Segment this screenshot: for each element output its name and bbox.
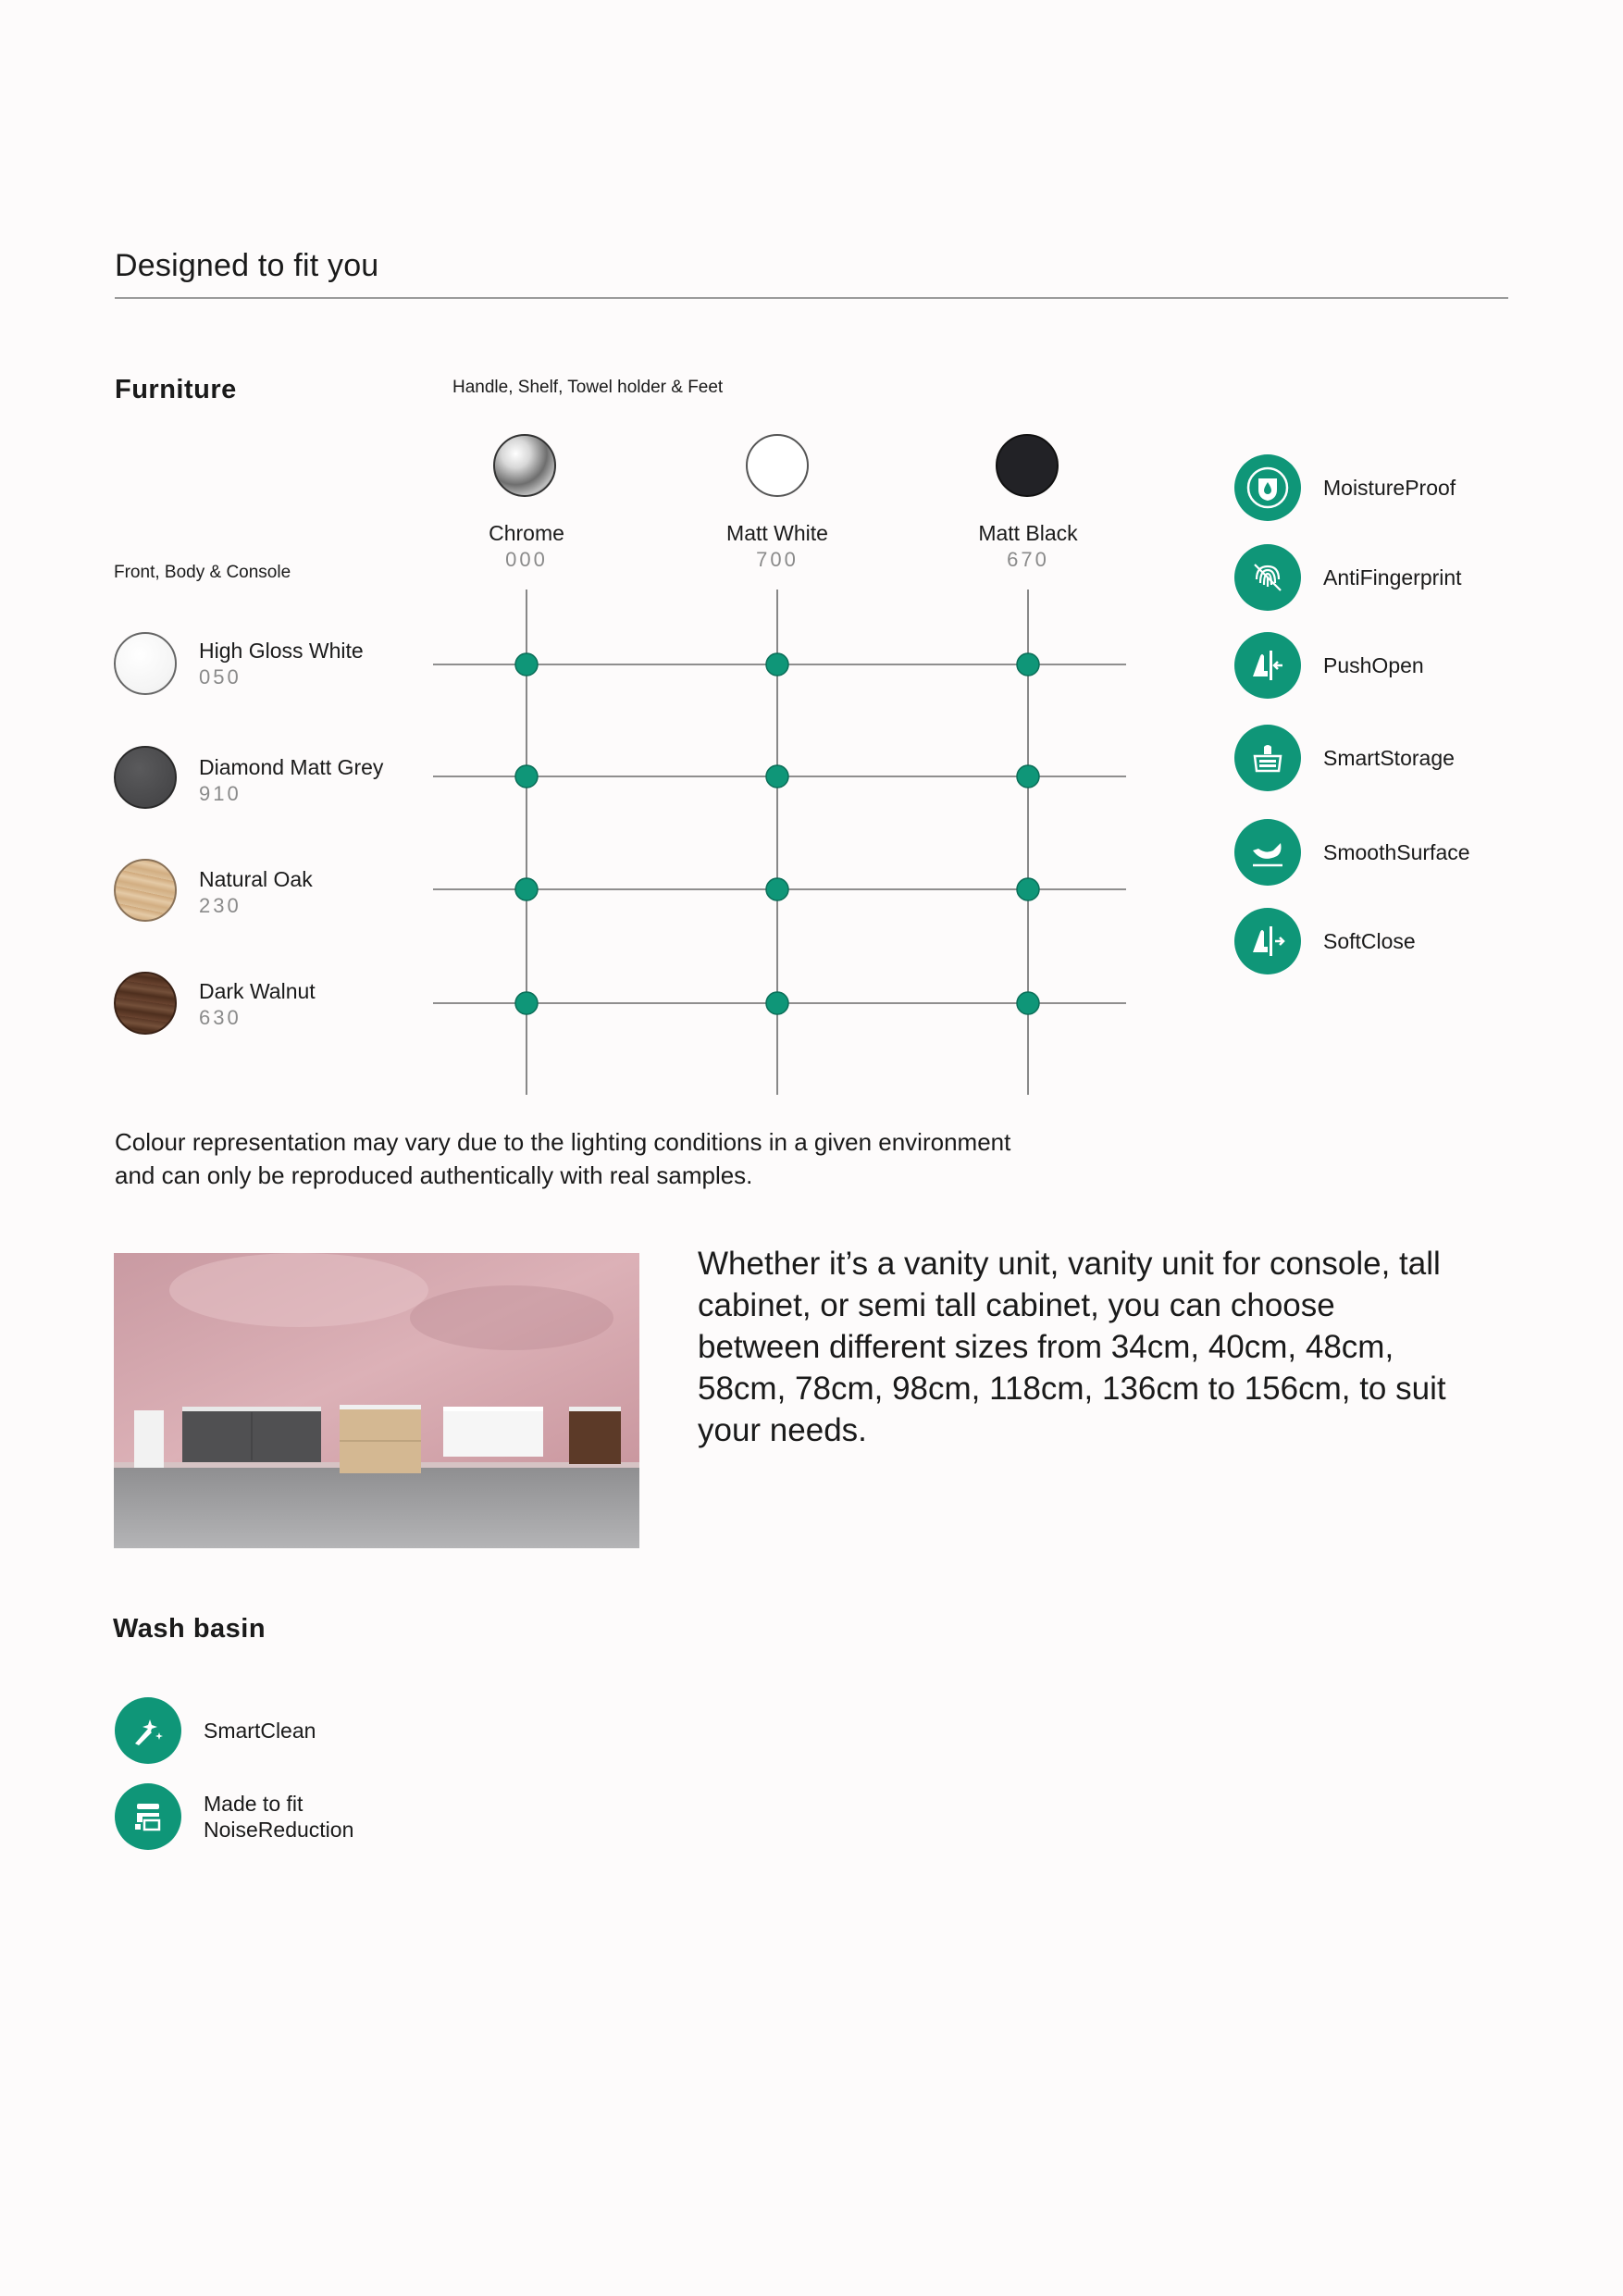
smart-clean-icon bbox=[115, 1697, 181, 1764]
push-open-icon bbox=[1234, 632, 1301, 699]
feature-label: SmartClean bbox=[204, 1719, 316, 1743]
finish-code: 670 bbox=[1007, 548, 1049, 571]
feature-label: MoistureProof bbox=[1323, 476, 1456, 500]
swatch-dark-walnut bbox=[114, 972, 177, 1035]
sizes-description: Whether it’s a vanity unit, vanity unit for console, tall cabinet, or semi tall cabinet, you can choose between different sizes from 34cm, 40cm, 48cm, 58cm, 78cm, 98cm, 118cm, 136cm to 156cm, to suit your needs. bbox=[698, 1246, 1446, 1448]
grid-dot bbox=[515, 653, 538, 676]
finish-chrome bbox=[425, 521, 628, 572]
soft-close-icon bbox=[1234, 908, 1301, 974]
anti-fingerprint-icon bbox=[1234, 544, 1301, 611]
page-title: Designed to fit you bbox=[115, 248, 379, 283]
colour-note bbox=[115, 1125, 1040, 1192]
grid-dot bbox=[766, 653, 788, 676]
colour-note-line-2: and can only be reproduced authentically with real samples. bbox=[115, 1161, 753, 1189]
swatch-matt-white bbox=[746, 434, 809, 497]
grid-dot bbox=[766, 992, 788, 1014]
grid-dot bbox=[515, 765, 538, 788]
moisture-proof-icon bbox=[1234, 454, 1301, 521]
furniture-heading: Furniture bbox=[115, 375, 237, 404]
material-natural-oak bbox=[199, 867, 313, 918]
material-name: Dark Walnut bbox=[199, 979, 316, 1003]
grid-dot bbox=[515, 992, 538, 1014]
feature-push-open bbox=[1234, 632, 1424, 699]
smooth-surface-icon bbox=[1234, 819, 1301, 886]
smart-storage-icon bbox=[1234, 725, 1301, 791]
feature-smart-storage bbox=[1234, 725, 1455, 791]
material-code: 230 bbox=[199, 894, 242, 917]
finish-name: Matt White bbox=[726, 521, 828, 545]
swatch-diamond-matt-grey bbox=[114, 746, 177, 809]
feature-anti-fingerprint bbox=[1234, 544, 1462, 611]
feature-label: SmoothSurface bbox=[1323, 840, 1470, 864]
material-dark-walnut bbox=[199, 979, 316, 1030]
feature-label: AntiFingerprint bbox=[1323, 565, 1462, 590]
grid-dot bbox=[1017, 992, 1039, 1014]
swatch-matt-black bbox=[996, 434, 1059, 497]
feature-label: Made to fit bbox=[204, 1792, 304, 1816]
handle-shelf-label: Handle, Shelf, Towel holder & Feet bbox=[452, 378, 724, 397]
grid-dot bbox=[1017, 653, 1039, 676]
grid-dot bbox=[515, 878, 538, 900]
swatch-chrome bbox=[493, 434, 556, 497]
material-diamond-matt-grey bbox=[199, 755, 383, 806]
feature-label: PushOpen bbox=[1323, 653, 1424, 677]
feature-smart-clean bbox=[115, 1697, 316, 1764]
swatch-natural-oak bbox=[114, 859, 177, 922]
material-name: High Gloss White bbox=[199, 639, 364, 663]
feature-soft-close bbox=[1234, 908, 1416, 974]
grid-dot bbox=[1017, 765, 1039, 788]
feature-label-2: NoiseReduction bbox=[204, 1818, 354, 1842]
front-body-label: Front, Body & Console bbox=[114, 563, 291, 582]
feature-noise-reduction bbox=[115, 1783, 353, 1850]
title-divider bbox=[115, 297, 1508, 299]
feature-smooth-surface bbox=[1234, 819, 1470, 886]
product-photo bbox=[114, 1253, 639, 1548]
feature-label: SoftClose bbox=[1323, 929, 1416, 953]
grid-dot bbox=[766, 878, 788, 900]
finish-code: 700 bbox=[756, 548, 799, 571]
finish-matt-white bbox=[675, 521, 879, 572]
grid-dot bbox=[766, 765, 788, 788]
material-code: 630 bbox=[199, 1006, 242, 1029]
material-name: Diamond Matt Grey bbox=[199, 755, 384, 779]
feature-label: SmartStorage bbox=[1323, 746, 1455, 770]
finish-name: Chrome bbox=[489, 521, 564, 545]
material-name: Natural Oak bbox=[199, 867, 313, 891]
finish-matt-black bbox=[926, 521, 1130, 572]
material-code: 050 bbox=[199, 665, 242, 689]
colour-note-line-1: Colour representation may vary due to the lighting conditions in a given environment bbox=[115, 1128, 1011, 1156]
finish-code: 000 bbox=[505, 548, 548, 571]
swatch-high-gloss-white bbox=[114, 632, 177, 695]
finish-name: Matt Black bbox=[978, 521, 1078, 545]
material-code: 910 bbox=[199, 782, 242, 805]
material-high-gloss-white bbox=[199, 639, 364, 689]
noise-reduction-icon bbox=[115, 1783, 181, 1850]
feature-moisture-proof bbox=[1234, 454, 1456, 521]
feature-label-group bbox=[204, 1791, 353, 1843]
grid-dot bbox=[1017, 878, 1039, 900]
wash-basin-heading: Wash basin bbox=[113, 1614, 266, 1644]
